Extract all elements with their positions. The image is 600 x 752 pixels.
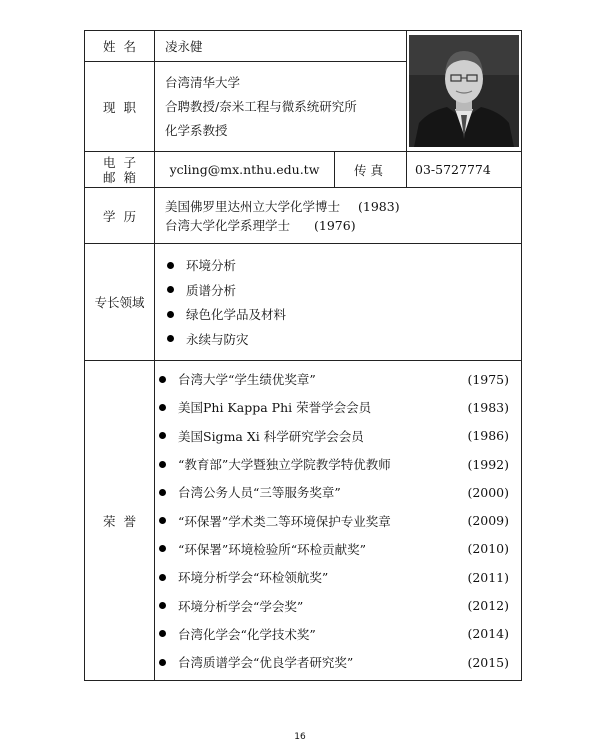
bullet-icon [159,489,166,496]
bullet-icon [167,335,174,342]
honors-cell [155,361,522,681]
expertise-item: 质谱分析 [167,278,521,303]
education-label: 学 历 [85,188,155,244]
bullet-icon [167,286,174,293]
bullet-icon [159,659,166,666]
name-value: 凌永健 [155,31,407,62]
bullet-icon [159,461,166,468]
email-label: 电 子 邮 箱 [85,152,155,188]
bullet-icon [159,376,166,383]
education-list [155,188,522,244]
name-row [85,31,522,62]
portrait-photo [409,35,519,147]
bullet-icon [159,574,166,581]
bullet-icon [159,432,166,439]
email-value[interactable]: ycling@mx.nthu.edu.tw [155,152,335,188]
position-line: 化学系教授 [165,122,228,138]
position-line: 合聘教授/奈米工程与微系统研究所 [165,98,357,114]
expertise-list [155,245,521,359]
expertise-item: 永续与防灾 [167,327,521,352]
expertise-cell [155,244,522,361]
expertise-item: 绿色化学品及材料 [167,302,521,327]
fax-value: 03-5727774 [407,152,522,188]
honor-item: 台湾大学“学生绩优奖章” (1975) [159,365,509,393]
honor-item: 台湾公务人员“三等服务奖章” (2000) [159,478,509,506]
position-list [155,62,407,152]
honor-item: 环境分析学会“学会奖” (2012) [159,591,509,619]
bullet-icon [167,262,174,269]
honor-item: 环境分析学会“环检领航奖” (2011) [159,563,509,591]
profile-table [84,30,522,681]
honor-item: 台湾质谱学会“优良学者研究奖” (2015) [159,648,509,676]
bullet-icon [159,602,166,609]
page-number: 16 [294,732,306,742]
honor-item: 台湾化学会“化学技术奖” (2014) [159,620,509,648]
name-label: 姓 名 [85,31,155,62]
honor-item: “环保署”学术类二等环境保护专业奖章 (2009) [159,506,509,534]
expertise-item: 环境分析 [167,253,521,278]
bullet-icon [159,517,166,524]
education-item: 美国佛罗里达州立大学化学博士 (1983) [165,198,400,214]
bullet-icon [159,545,166,552]
honors-label: 荣 誉 [85,361,155,681]
honors-list [155,361,521,680]
position-label: 现 职 [85,62,155,152]
honor-item: 美国Phi Kappa Phi 荣誉学会会员 (1983) [159,393,509,421]
position-line: 台湾清华大学 [165,74,241,90]
honor-item: “教育部”大学暨独立学院教学特优教师 (1992) [159,450,509,478]
bullet-icon [159,404,166,411]
education-row [85,188,522,244]
expertise-label: 专长领域 [85,244,155,361]
bullet-icon [159,630,166,637]
bullet-icon [167,311,174,318]
portrait-cell [407,31,522,152]
fax-label: 传真 [335,152,407,188]
honor-item: “环保署”环境检验所“环检贡献奖” (2010) [159,535,509,563]
expertise-row [85,244,522,361]
education-item: 台湾大学化学系理学士 (1976) [165,217,356,233]
contact-row [85,152,522,188]
honors-row [85,361,522,681]
honor-item: 美国Sigma Xi 科学研究学会会员 (1986) [159,422,509,450]
